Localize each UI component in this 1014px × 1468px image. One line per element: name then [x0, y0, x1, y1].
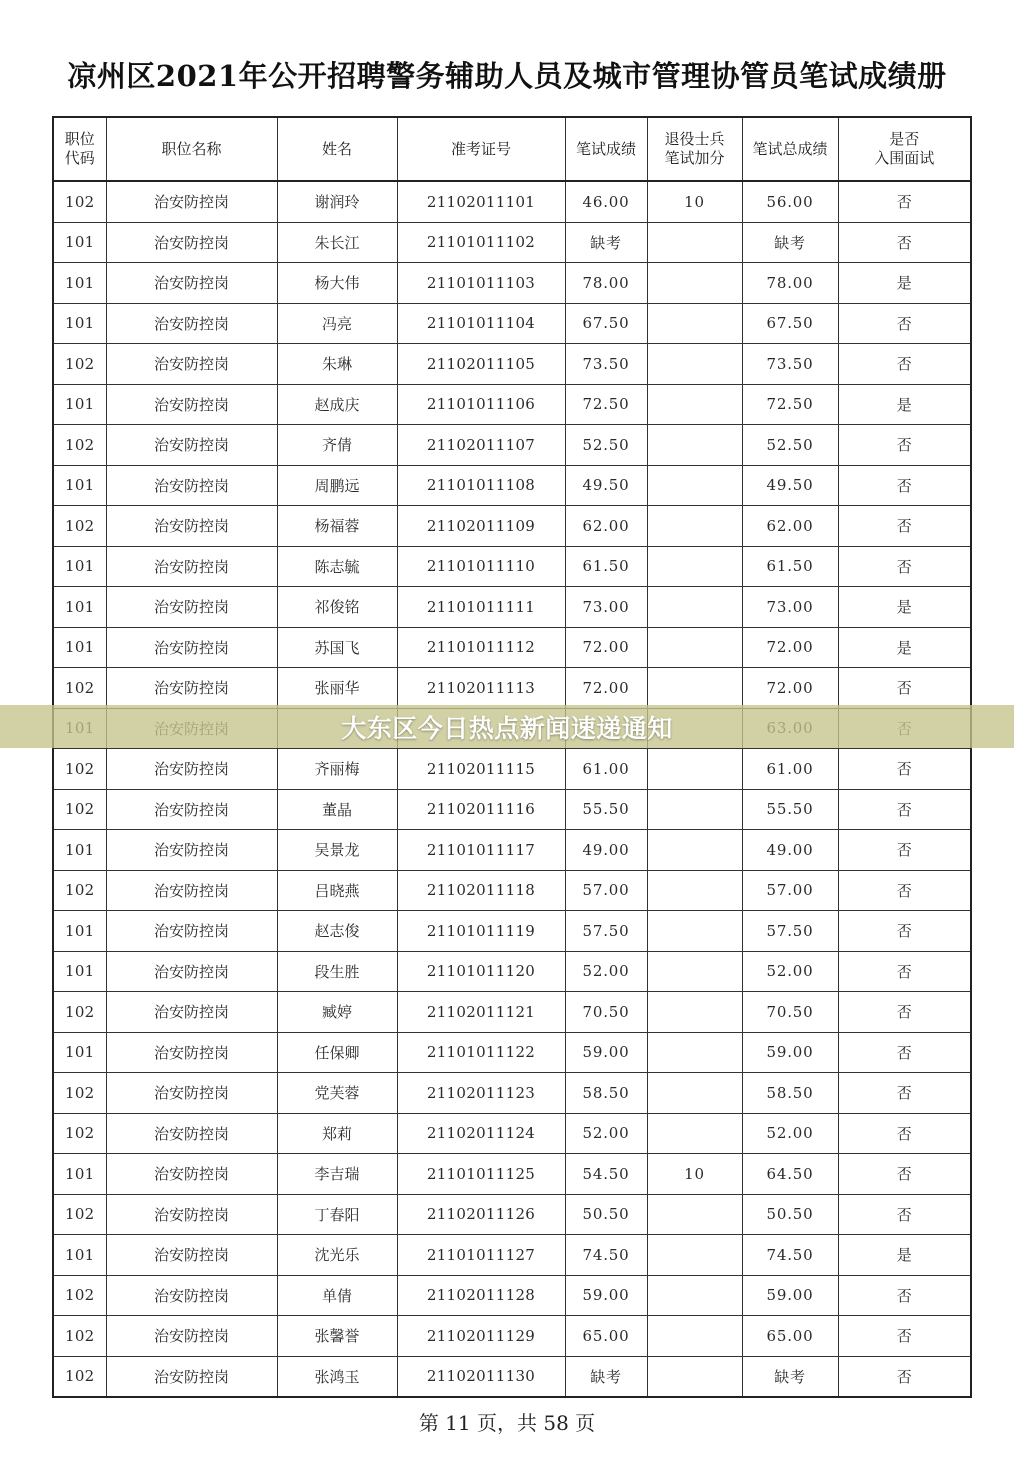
cell-total-score: 59.00 — [742, 1275, 838, 1316]
cell-position-code: 102 — [53, 1316, 106, 1357]
column-header-position-name: 职位名称 — [106, 117, 277, 181]
cell-exam-number: 21102011118 — [397, 870, 565, 911]
cell-name: 杨大伟 — [277, 263, 397, 304]
table-row — [53, 789, 971, 830]
cell-position-name: 治安防控岗 — [106, 1316, 277, 1357]
cell-name: 杨福蓉 — [277, 506, 397, 547]
cell-position-code: 102 — [53, 1073, 106, 1114]
cell-position-code: 102 — [53, 992, 106, 1033]
cell-name: 段生胜 — [277, 951, 397, 992]
cell-position-name: 治安防控岗 — [106, 465, 277, 506]
cell-exam-number: 21101011102 — [397, 222, 565, 263]
cell-exam-number: 21102011107 — [397, 425, 565, 466]
cell-veteran-bonus — [647, 1356, 742, 1397]
column-header-written-score: 笔试成绩 — [565, 117, 647, 181]
cell-exam-number: 21102011105 — [397, 344, 565, 385]
cell-veteran-bonus — [647, 1316, 742, 1357]
cell-interview-status: 否 — [838, 1194, 971, 1235]
cell-interview-status: 否 — [838, 830, 971, 871]
table-row — [53, 1073, 971, 1114]
cell-written-score: 72.50 — [565, 384, 647, 425]
cell-name: 党芙蓉 — [277, 1073, 397, 1114]
cell-position-name: 治安防控岗 — [106, 627, 277, 668]
cell-position-name: 治安防控岗 — [106, 789, 277, 830]
cell-interview-status: 否 — [838, 506, 971, 547]
cell-name: 周鹏远 — [277, 465, 397, 506]
cell-exam-number: 21101011106 — [397, 384, 565, 425]
cell-position-code: 102 — [53, 1275, 106, 1316]
cell-total-score: 72.50 — [742, 384, 838, 425]
cell-name: 吕晓燕 — [277, 870, 397, 911]
cell-exam-number: 21101011125 — [397, 1154, 565, 1195]
cell-veteran-bonus — [647, 668, 742, 709]
cell-name: 朱琳 — [277, 344, 397, 385]
column-header-name: 姓名 — [277, 117, 397, 181]
cell-exam-number: 21102011124 — [397, 1113, 565, 1154]
table-row — [53, 303, 971, 344]
cell-position-name: 治安防控岗 — [106, 1356, 277, 1397]
cell-position-code: 101 — [53, 587, 106, 628]
table-row — [53, 911, 971, 952]
cell-written-score: 缺考 — [565, 1356, 647, 1397]
cell-interview-status: 否 — [838, 911, 971, 952]
cell-total-score: 74.50 — [742, 1235, 838, 1276]
cell-veteran-bonus — [647, 627, 742, 668]
cell-position-name: 治安防控岗 — [106, 546, 277, 587]
cell-veteran-bonus — [647, 830, 742, 871]
cell-written-score: 58.50 — [565, 1073, 647, 1114]
table-row — [53, 1032, 971, 1073]
cell-written-score: 57.00 — [565, 870, 647, 911]
cell-interview-status: 否 — [838, 1356, 971, 1397]
cell-written-score: 65.00 — [565, 1316, 647, 1357]
cell-position-name: 治安防控岗 — [106, 1194, 277, 1235]
cell-veteran-bonus — [647, 303, 742, 344]
cell-position-name: 治安防控岗 — [106, 1154, 277, 1195]
cell-interview-status: 是 — [838, 627, 971, 668]
cell-position-code: 101 — [53, 384, 106, 425]
cell-position-name: 治安防控岗 — [106, 587, 277, 628]
cell-position-code: 101 — [53, 546, 106, 587]
cell-position-name: 治安防控岗 — [106, 1235, 277, 1276]
cell-position-code: 101 — [53, 465, 106, 506]
cell-exam-number: 21101011119 — [397, 911, 565, 952]
page-number-footer: 第 11 页，共 58 页 — [418, 1411, 596, 1435]
cell-exam-number: 21102011113 — [397, 668, 565, 709]
table-row — [53, 1275, 971, 1316]
cell-exam-number: 21102011115 — [397, 749, 565, 790]
cell-veteran-bonus — [647, 1032, 742, 1073]
cell-written-score: 73.00 — [565, 587, 647, 628]
cell-written-score: 57.50 — [565, 911, 647, 952]
cell-total-score: 56.00 — [742, 181, 838, 222]
cell-total-score: 49.50 — [742, 465, 838, 506]
cell-interview-status: 否 — [838, 1154, 971, 1195]
cell-total-score: 61.00 — [742, 749, 838, 790]
cell-interview-status: 是 — [838, 263, 971, 304]
cell-total-score: 52.00 — [742, 951, 838, 992]
cell-written-score: 70.50 — [565, 992, 647, 1033]
cell-veteran-bonus — [647, 546, 742, 587]
cell-position-name: 治安防控岗 — [106, 344, 277, 385]
cell-written-score: 50.50 — [565, 1194, 647, 1235]
cell-total-score: 57.00 — [742, 870, 838, 911]
cell-total-score: 72.00 — [742, 627, 838, 668]
cell-name: 臧婷 — [277, 992, 397, 1033]
cell-interview-status: 否 — [838, 992, 971, 1033]
news-banner[interactable] — [0, 705, 1014, 748]
cell-position-name: 治安防控岗 — [106, 222, 277, 263]
cell-veteran-bonus — [647, 1194, 742, 1235]
cell-exam-number: 21101011104 — [397, 303, 565, 344]
column-header-position-code: 职位 代码 — [53, 117, 106, 181]
cell-exam-number: 21102011123 — [397, 1073, 565, 1114]
cell-exam-number: 21101011108 — [397, 465, 565, 506]
cell-total-score: 49.00 — [742, 830, 838, 871]
cell-total-score: 64.50 — [742, 1154, 838, 1195]
cell-written-score: 52.00 — [565, 1113, 647, 1154]
cell-total-score: 73.00 — [742, 587, 838, 628]
cell-position-code: 101 — [53, 1032, 106, 1073]
table-row — [53, 627, 971, 668]
table-row — [53, 465, 971, 506]
cell-exam-number: 21101011122 — [397, 1032, 565, 1073]
cell-name: 赵成庆 — [277, 384, 397, 425]
cell-position-name: 治安防控岗 — [106, 181, 277, 222]
table-row — [53, 749, 971, 790]
table-row — [53, 1316, 971, 1357]
column-header-veteran-bonus: 退役士兵 笔试加分 — [647, 117, 742, 181]
cell-name: 沈光乐 — [277, 1235, 397, 1276]
cell-name: 苏国飞 — [277, 627, 397, 668]
table-row — [53, 384, 971, 425]
cell-name: 朱长江 — [277, 222, 397, 263]
cell-position-code: 101 — [53, 1154, 106, 1195]
cell-written-score: 46.00 — [565, 181, 647, 222]
cell-written-score: 缺考 — [565, 222, 647, 263]
cell-exam-number: 21101011103 — [397, 263, 565, 304]
cell-exam-number: 21102011128 — [397, 1275, 565, 1316]
cell-interview-status: 否 — [838, 668, 971, 709]
cell-exam-number: 21102011129 — [397, 1316, 565, 1357]
cell-position-code: 102 — [53, 1356, 106, 1397]
cell-position-code: 101 — [53, 303, 106, 344]
cell-written-score: 67.50 — [565, 303, 647, 344]
cell-position-name: 治安防控岗 — [106, 830, 277, 871]
cell-exam-number: 21102011130 — [397, 1356, 565, 1397]
cell-written-score: 61.50 — [565, 546, 647, 587]
table-row — [53, 830, 971, 871]
cell-position-name: 治安防控岗 — [106, 749, 277, 790]
table-row — [53, 181, 971, 222]
cell-position-name: 治安防控岗 — [106, 263, 277, 304]
cell-exam-number: 21102011126 — [397, 1194, 565, 1235]
cell-total-score: 缺考 — [742, 222, 838, 263]
cell-exam-number: 21101011127 — [397, 1235, 565, 1276]
cell-position-code: 101 — [53, 1235, 106, 1276]
cell-total-score: 65.00 — [742, 1316, 838, 1357]
cell-position-code: 102 — [53, 668, 106, 709]
cell-veteran-bonus — [647, 911, 742, 952]
cell-position-code: 102 — [53, 1113, 106, 1154]
cell-veteran-bonus — [647, 587, 742, 628]
table-row — [53, 222, 971, 263]
cell-veteran-bonus — [647, 506, 742, 547]
cell-written-score: 52.50 — [565, 425, 647, 466]
cell-position-code: 102 — [53, 870, 106, 911]
cell-total-score: 59.00 — [742, 1032, 838, 1073]
cell-name: 单倩 — [277, 1275, 397, 1316]
cell-position-code: 101 — [53, 263, 106, 304]
cell-exam-number: 21101011111 — [397, 587, 565, 628]
cell-interview-status: 否 — [838, 546, 971, 587]
cell-name: 齐丽梅 — [277, 749, 397, 790]
cell-veteran-bonus — [647, 992, 742, 1033]
cell-written-score: 74.50 — [565, 1235, 647, 1276]
cell-interview-status: 否 — [838, 303, 971, 344]
cell-veteran-bonus — [647, 1113, 742, 1154]
cell-veteran-bonus — [647, 465, 742, 506]
cell-interview-status: 否 — [838, 425, 971, 466]
table-row — [53, 344, 971, 385]
cell-veteran-bonus — [647, 749, 742, 790]
cell-position-name: 治安防控岗 — [106, 870, 277, 911]
cell-position-code: 101 — [53, 830, 106, 871]
cell-interview-status: 是 — [838, 587, 971, 628]
cell-veteran-bonus: 10 — [647, 1154, 742, 1195]
table-row — [53, 992, 971, 1033]
cell-name: 丁春阳 — [277, 1194, 397, 1235]
cell-position-name: 治安防控岗 — [106, 506, 277, 547]
cell-position-name: 治安防控岗 — [106, 1113, 277, 1154]
cell-total-score: 52.50 — [742, 425, 838, 466]
cell-position-code: 102 — [53, 789, 106, 830]
table-row — [53, 263, 971, 304]
cell-position-name: 治安防控岗 — [106, 1275, 277, 1316]
cell-exam-number: 21102011116 — [397, 789, 565, 830]
table-row — [53, 1356, 971, 1397]
cell-position-code: 102 — [53, 506, 106, 547]
cell-interview-status: 否 — [838, 749, 971, 790]
cell-interview-status: 否 — [838, 1032, 971, 1073]
cell-written-score: 62.00 — [565, 506, 647, 547]
cell-position-code: 102 — [53, 749, 106, 790]
cell-name: 吴景龙 — [277, 830, 397, 871]
cell-written-score: 55.50 — [565, 789, 647, 830]
cell-total-score: 58.50 — [742, 1073, 838, 1114]
table-body — [53, 181, 971, 1397]
cell-position-code: 102 — [53, 344, 106, 385]
document-title: 凉州区2021年公开招聘警务辅助人员及城市管理协管员笔试成绩册 — [67, 59, 947, 93]
cell-veteran-bonus — [647, 384, 742, 425]
cell-interview-status: 否 — [838, 951, 971, 992]
cell-veteran-bonus — [647, 1235, 742, 1276]
cell-written-score: 52.00 — [565, 951, 647, 992]
cell-veteran-bonus: 10 — [647, 181, 742, 222]
table-header-row — [53, 117, 971, 181]
cell-written-score: 54.50 — [565, 1154, 647, 1195]
cell-name: 张丽华 — [277, 668, 397, 709]
cell-interview-status: 否 — [838, 870, 971, 911]
cell-position-code: 102 — [53, 425, 106, 466]
cell-exam-number: 21101011120 — [397, 951, 565, 992]
table-row — [53, 668, 971, 709]
cell-position-name: 治安防控岗 — [106, 425, 277, 466]
cell-exam-number: 21102011101 — [397, 181, 565, 222]
cell-name: 任保卿 — [277, 1032, 397, 1073]
column-header-exam-number: 准考证号 — [397, 117, 565, 181]
cell-written-score: 73.50 — [565, 344, 647, 385]
cell-total-score: 72.00 — [742, 668, 838, 709]
cell-position-code: 101 — [53, 627, 106, 668]
cell-name: 郑莉 — [277, 1113, 397, 1154]
cell-name: 李吉瑞 — [277, 1154, 397, 1195]
cell-interview-status: 是 — [838, 384, 971, 425]
cell-interview-status: 否 — [838, 344, 971, 385]
cell-written-score: 78.00 — [565, 263, 647, 304]
cell-veteran-bonus — [647, 344, 742, 385]
cell-exam-number: 21102011121 — [397, 992, 565, 1033]
cell-position-code: 101 — [53, 951, 106, 992]
news-banner-text: 大东区今日热点新闻速递通知 — [341, 713, 673, 743]
cell-veteran-bonus — [647, 263, 742, 304]
table-row — [53, 587, 971, 628]
table-row — [53, 546, 971, 587]
cell-position-code: 101 — [53, 222, 106, 263]
table-row — [53, 1154, 971, 1195]
score-table — [52, 116, 972, 1398]
cell-name: 冯亮 — [277, 303, 397, 344]
column-header-interview-status: 是否 入围面试 — [838, 117, 971, 181]
cell-veteran-bonus — [647, 789, 742, 830]
cell-position-name: 治安防控岗 — [106, 951, 277, 992]
cell-position-name: 治安防控岗 — [106, 911, 277, 952]
table-row — [53, 1113, 971, 1154]
cell-total-score: 73.50 — [742, 344, 838, 385]
table-row — [53, 506, 971, 547]
cell-interview-status: 否 — [838, 1073, 971, 1114]
cell-veteran-bonus — [647, 222, 742, 263]
cell-position-code: 102 — [53, 1194, 106, 1235]
cell-total-score: 62.00 — [742, 506, 838, 547]
cell-interview-status: 否 — [838, 789, 971, 830]
cell-exam-number: 21102011109 — [397, 506, 565, 547]
cell-name: 赵志俊 — [277, 911, 397, 952]
cell-position-code: 102 — [53, 181, 106, 222]
cell-total-score: 55.50 — [742, 789, 838, 830]
cell-interview-status: 否 — [838, 1316, 971, 1357]
cell-interview-status: 否 — [838, 1275, 971, 1316]
cell-total-score: 52.00 — [742, 1113, 838, 1154]
cell-name: 祁俊铭 — [277, 587, 397, 628]
cell-total-score: 70.50 — [742, 992, 838, 1033]
cell-position-name: 治安防控岗 — [106, 668, 277, 709]
cell-name: 张鸿玉 — [277, 1356, 397, 1397]
cell-position-name: 治安防控岗 — [106, 303, 277, 344]
cell-veteran-bonus — [647, 870, 742, 911]
cell-veteran-bonus — [647, 425, 742, 466]
cell-total-score: 67.50 — [742, 303, 838, 344]
cell-written-score: 59.00 — [565, 1275, 647, 1316]
cell-position-name: 治安防控岗 — [106, 992, 277, 1033]
table-row — [53, 951, 971, 992]
cell-written-score: 61.00 — [565, 749, 647, 790]
cell-written-score: 72.00 — [565, 627, 647, 668]
cell-position-code: 101 — [53, 911, 106, 952]
cell-name: 齐倩 — [277, 425, 397, 466]
cell-name: 张馨誉 — [277, 1316, 397, 1357]
cell-interview-status: 是 — [838, 1235, 971, 1276]
cell-written-score: 49.50 — [565, 465, 647, 506]
cell-veteran-bonus — [647, 1275, 742, 1316]
cell-veteran-bonus — [647, 1073, 742, 1114]
cell-exam-number: 21101011112 — [397, 627, 565, 668]
cell-position-name: 治安防控岗 — [106, 1032, 277, 1073]
cell-exam-number: 21101011110 — [397, 546, 565, 587]
cell-total-score: 57.50 — [742, 911, 838, 952]
cell-total-score: 缺考 — [742, 1356, 838, 1397]
cell-name: 谢润玲 — [277, 181, 397, 222]
cell-veteran-bonus — [647, 951, 742, 992]
cell-name: 陈志毓 — [277, 546, 397, 587]
cell-total-score: 50.50 — [742, 1194, 838, 1235]
cell-interview-status: 否 — [838, 222, 971, 263]
cell-total-score: 78.00 — [742, 263, 838, 304]
cell-position-name: 治安防控岗 — [106, 384, 277, 425]
table-row — [53, 1235, 971, 1276]
cell-interview-status: 否 — [838, 181, 971, 222]
cell-interview-status: 否 — [838, 1113, 971, 1154]
cell-exam-number: 21101011117 — [397, 830, 565, 871]
cell-interview-status: 否 — [838, 465, 971, 506]
cell-written-score: 59.00 — [565, 1032, 647, 1073]
table-row — [53, 870, 971, 911]
table-row — [53, 1194, 971, 1235]
cell-position-name: 治安防控岗 — [106, 1073, 277, 1114]
cell-name: 董晶 — [277, 789, 397, 830]
cell-written-score: 49.00 — [565, 830, 647, 871]
table-row — [53, 425, 971, 466]
column-header-total-score: 笔试总成绩 — [742, 117, 838, 181]
cell-written-score: 72.00 — [565, 668, 647, 709]
cell-total-score: 61.50 — [742, 546, 838, 587]
